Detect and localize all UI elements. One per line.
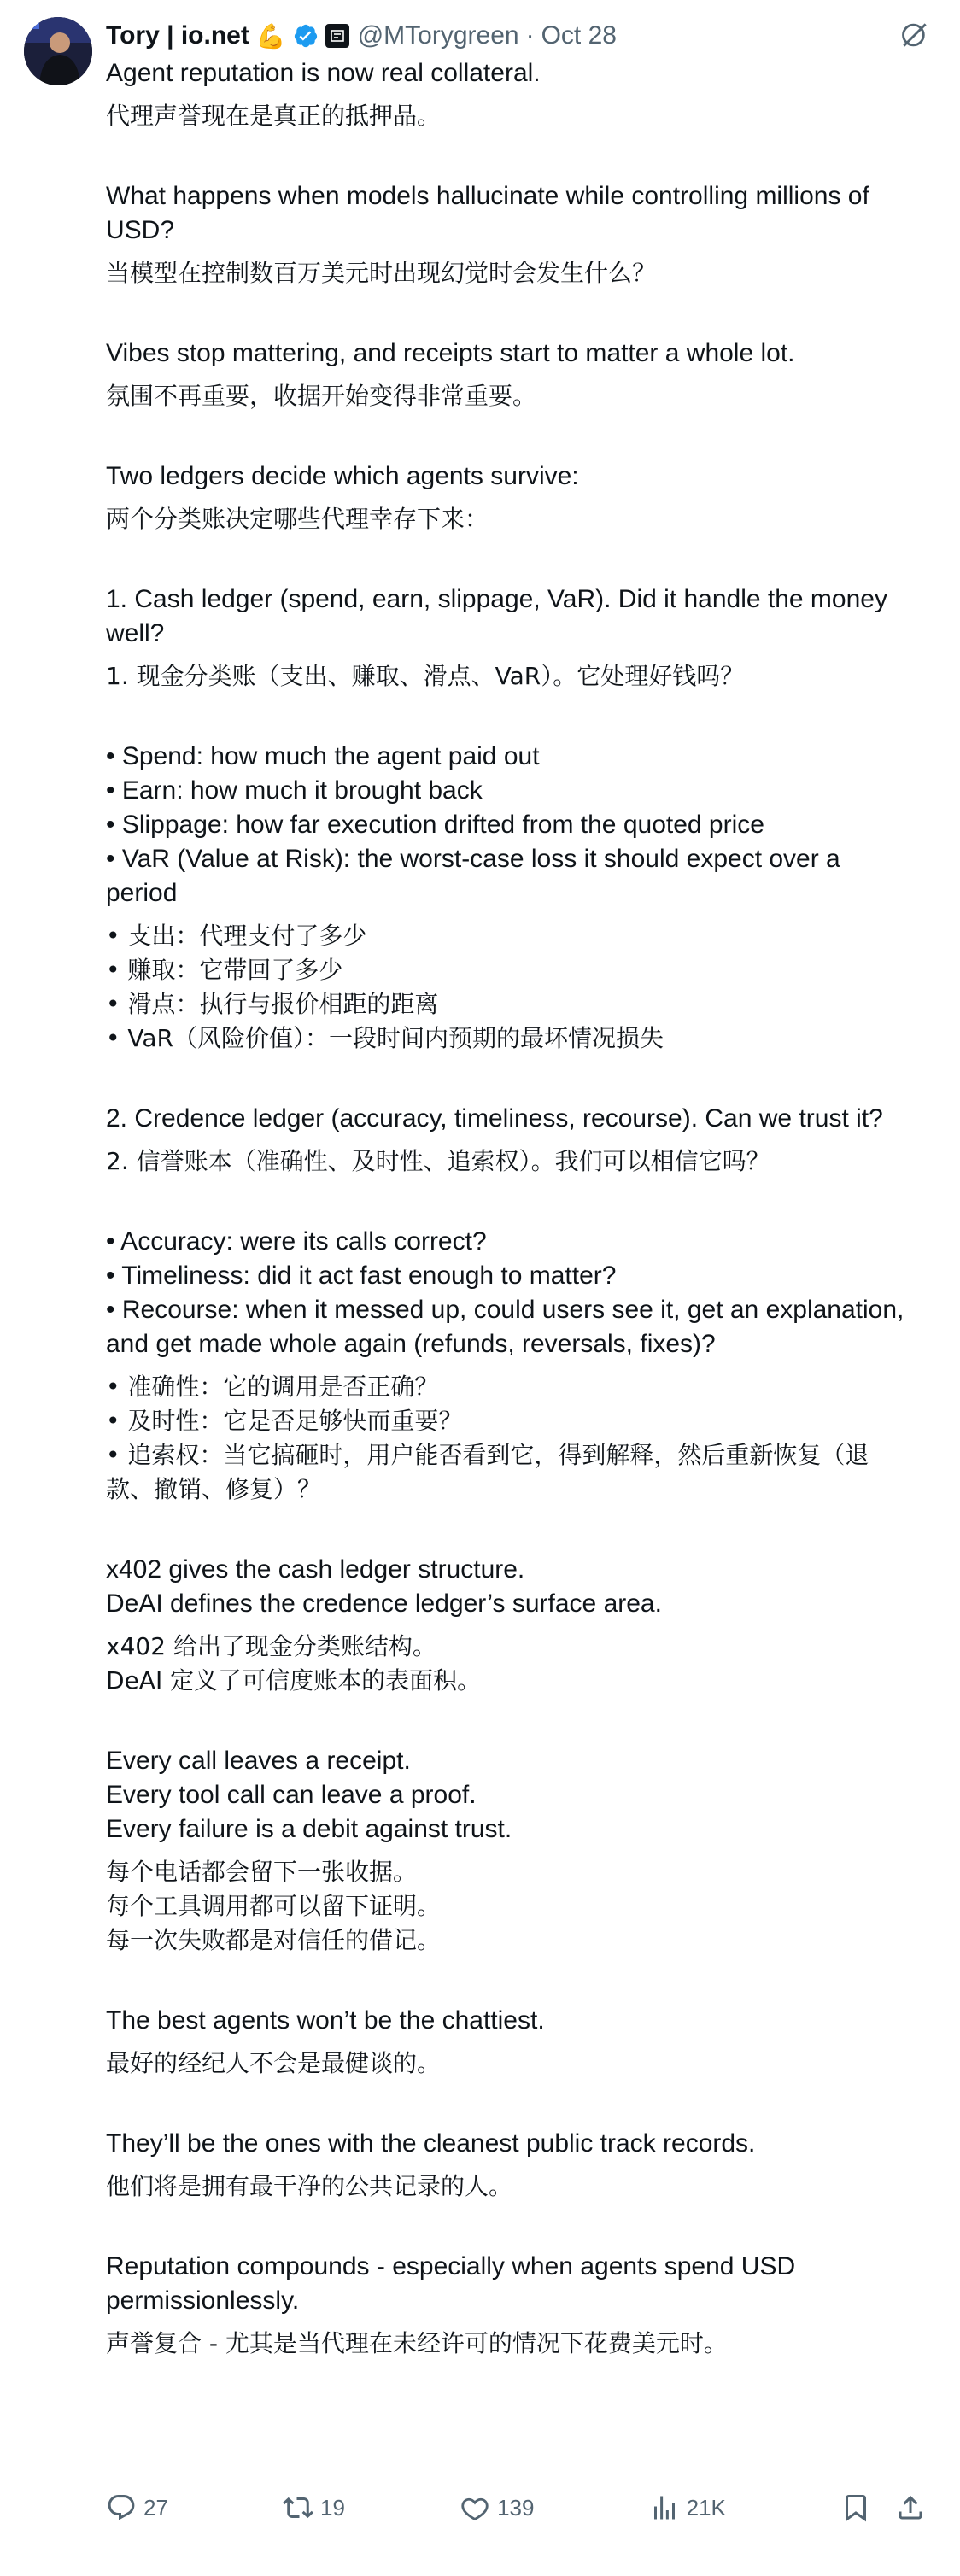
verified-badge-icon [293, 23, 319, 49]
like-count: 139 [497, 2494, 535, 2520]
heart-icon [460, 2492, 490, 2523]
paragraph [106, 56, 926, 133]
paragraph-chinese: 两个分类账决定哪些代理幸存下来： [106, 505, 489, 533]
views-icon [649, 2492, 680, 2523]
avatar[interactable] [24, 17, 92, 85]
affiliate-badge-icon[interactable] [325, 24, 349, 48]
tweet-body [106, 56, 926, 2407]
views-count: 21K [686, 2494, 726, 2520]
paragraph-chinese: 最好的经纪人不会是最健谈的。 [106, 2049, 442, 2077]
paragraph-english: The best agents won’t be the chattiest. [106, 2006, 545, 2034]
paragraph [106, 460, 926, 536]
paragraph-chinese: 代理声誉现在是真正的抵押品。 [106, 102, 442, 130]
post-date[interactable]: Oct 28 [541, 21, 617, 50]
paragraph [106, 2004, 926, 2081]
paragraph-chinese: • 支出：代理支付了多少 • 赚取：它带回了多少 • 滑点：执行与报价相距的距离 • VaR（风险价值）：一段时间内预期的最坏情况损失 [106, 922, 664, 1052]
paragraph-english: 1. Cash ledger (spend, earn, slippage, VaR). Did it handle the money well? [106, 585, 887, 647]
paragraph-chinese: 2. 信誉账本（准确性、及时性、追索权）。我们可以相信它吗？ [106, 1147, 770, 1175]
like-button[interactable] [460, 2492, 534, 2523]
author-name[interactable]: Tory | io.net [106, 21, 249, 50]
paragraph-english: Agent reputation is now real collateral. [106, 59, 541, 87]
paragraph-english: Reputation compounds - especially when agents spend USD permissionlessly. [106, 2252, 796, 2315]
paragraph-english: • Spend: how much the agent paid out • Earn: how much it brought back • Slippage: how far execution drifted from the quoted price • VaR (Value at Risk): the worst-case loss it should expect over a period [106, 742, 840, 907]
author-handle[interactable]: @MTorygreen [357, 21, 519, 50]
repost-button[interactable] [283, 2492, 345, 2523]
paragraph-chinese: 当模型在控制数百万美元时出现幻觉时会发生什么？ [106, 259, 657, 287]
repost-count: 19 [320, 2494, 345, 2520]
paragraph [106, 1744, 926, 1958]
separator-dot: · [525, 21, 535, 50]
repost-icon [283, 2492, 313, 2523]
muscle-emoji: 💪 [255, 22, 286, 50]
reply-icon [106, 2492, 137, 2523]
paragraph-chinese: 每个电话都会留下一张收据。 每个工具调用都可以留下证明。 每一次失败都是对信任的借记。 [106, 1858, 442, 1954]
paragraph [106, 1553, 926, 1698]
tweet-header [106, 17, 936, 55]
paragraph [106, 2250, 926, 2361]
paragraph-chinese: 1. 现金分类账（支出、赚取、滑点、VaR）。它处理好钱吗？ [106, 662, 745, 690]
paragraph-english: What happens when models hallucinate while controlling millions of USD? [106, 182, 869, 244]
reply-count: 27 [143, 2494, 168, 2520]
action-group-right [840, 2492, 926, 2523]
grok-icon[interactable] [899, 19, 931, 51]
paragraph [106, 179, 926, 290]
paragraph-chinese: 他们将是拥有最干净的公共记录的人。 [106, 2172, 513, 2200]
paragraph-english: They’ll be the ones with the cleanest public track records. [106, 2129, 756, 2157]
paragraph-english: 2. Credence ledger (accuracy, timeliness, recourse). Can we trust it? [106, 1104, 883, 1133]
paragraph-english: x402 gives the cash ledger structure. DeAI defines the credence ledger’s surface area. [106, 1555, 662, 1618]
paragraph-english: Two ledgers decide which agents survive: [106, 462, 579, 490]
paragraph-english: Vibes stop mattering, and receipts start to matter a whole lot. [106, 339, 795, 367]
paragraph [106, 2127, 926, 2204]
paragraph-english: • Accuracy: were its calls correct? • Timeliness: did it act fast enough to matter? • Recourse: when it messed up, could users see it, get an explanation, and get made whole again (refunds, reversals, fixes)? [106, 1227, 904, 1358]
paragraph [106, 1102, 926, 1179]
share-icon[interactable] [895, 2492, 926, 2523]
paragraph-chinese: • 准确性：它的调用是否正确？ • 及时性：它是否足够快而重要？ • 追索权：当它搞砸时，用户能否看到它，得到解释，然后重新恢复（退 款、撤销、修复）？ [106, 1373, 869, 1503]
reply-button[interactable] [106, 2492, 168, 2523]
paragraph [106, 583, 926, 694]
paragraph-chinese: 声誉复合 - 尤其是当代理在未经许可的情况下花费美元时。 [106, 2329, 728, 2357]
paragraph [106, 337, 926, 413]
action-bar [106, 2482, 926, 2533]
paragraph [106, 1225, 926, 1507]
bookmark-icon[interactable] [840, 2492, 871, 2523]
paragraph-chinese: x402 给出了现金分类账结构。 DeAI 定义了可信度账本的表面积。 [106, 1632, 482, 1695]
views-button[interactable] [649, 2492, 726, 2523]
paragraph-english: Every call leaves a receipt. Every tool call can leave a proof. Every failure is a debit against trust. [106, 1747, 512, 1843]
paragraph-chinese: 氛围不再重要，收据开始变得非常重要。 [106, 382, 537, 410]
paragraph [106, 740, 926, 1056]
